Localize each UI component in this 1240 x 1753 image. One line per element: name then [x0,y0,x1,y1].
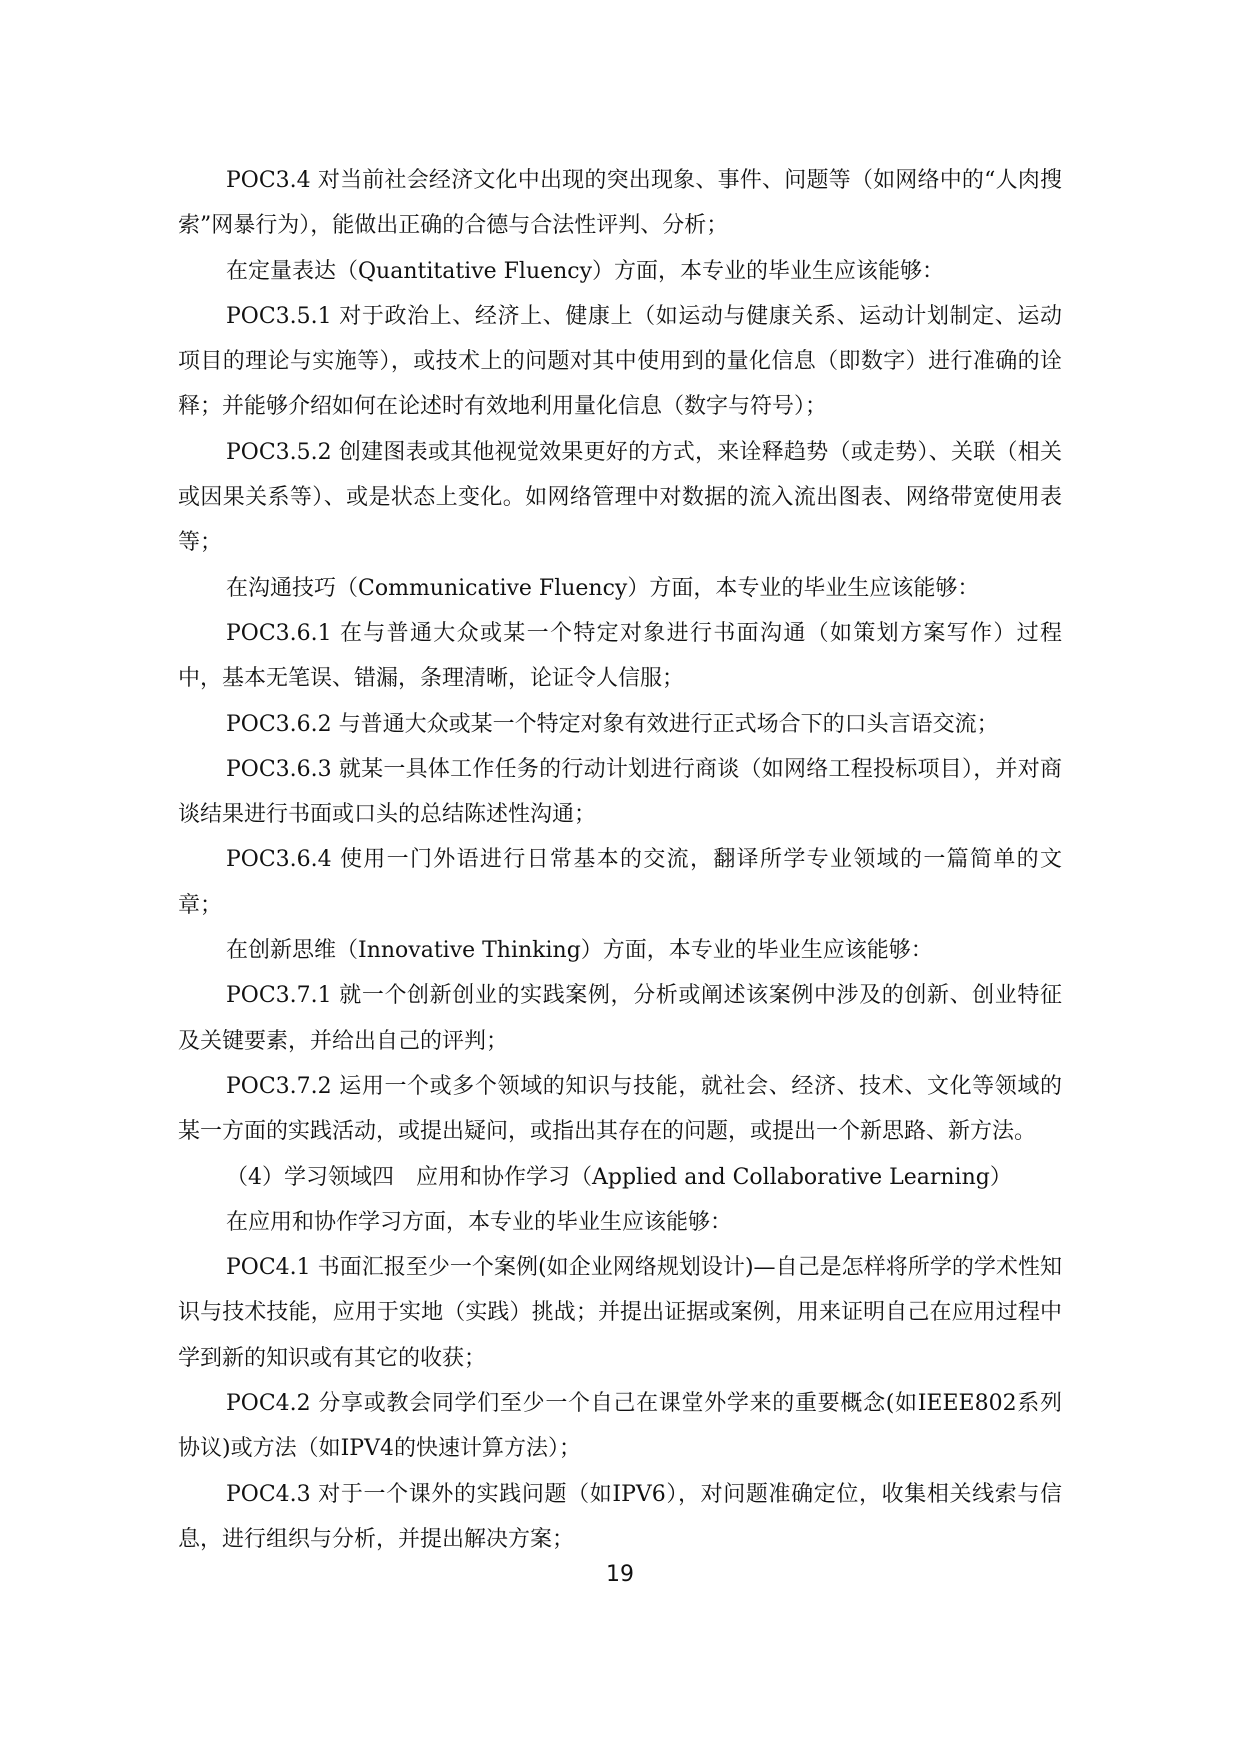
page-number: 19 [606,1562,634,1587]
paragraph-poc4-1: POC4.1 书面汇报至少一个案例(如企业网络规划设计)—自己是怎样将所学的学术性知识与技术技能，应用于实地（实践）挑战；并提出证据或案例，用来证明自己在应用过程中学到新的知识或有其它的收获； [178,1255,1062,1371]
paragraph-poc3-6-1: POC3.6.1 在与普通大众或某一个特定对象进行书面沟通（如策划方案写作）过程中，基本无笔误、错漏，条理清晰，论证令人信服； [178,620,1062,692]
paragraph-communicative-fluency-intro: 在沟通技巧（Communicative Fluency）方面，本专业的毕业生应该能够： [226,575,980,601]
paragraph-applied-learning-intro: 在应用和协作学习方面，本专业的毕业生应该能够： [226,1209,733,1235]
paragraph-poc3-6-2: POC3.6.2 与普通大众或某一个特定对象有效进行正式场合下的口头言语交流； [226,711,999,737]
paragraph-poc4-3: POC4.3 对于一个课外的实践问题（如IPV6），对问题准确定位，收集相关线索与信息，进行组织与分析，并提出解决方案； [178,1481,1062,1552]
paragraph-poc3-6-4: POC3.6.4 使用一门外语进行日常基本的交流，翻译所学专业领域的一篇简单的文章； [178,847,1062,918]
section-heading-learning-domain-4: （4）学习领域四 应用和协作学习（Applied and Collaborative Learning） [226,1164,1012,1190]
paragraph-poc3-4: POC3.4 对当前社会经济文化中出现的突出现象、事件、问题等（如网络中的“人肉搜索”网暴行为），能做出正确的合德与合法性评判、分析； [178,168,1062,239]
paragraph-poc3-7-1: POC3.7.1 就一个创新创业的实践案例，分析或阐述该案例中涉及的创新、创业特征及关键要素，并给出自己的评判； [178,983,1062,1054]
paragraph-poc3-7-2: POC3.7.2 运用一个或多个领域的知识与技能，就社会、经济、技术、文化等领域的某一方面的实践活动，或提出疑问，或指出其存在的问题，或提出一个新思路、新方法。 [178,1073,1062,1145]
document-body [178,158,1062,1562]
paragraph-poc3-5-1: POC3.5.1 对于政治上、经济上、健康上（如运动与健康关系、运动计划制定、运动项目的理论与实施等），或技术上的问题对其中使用到的量化信息（即数字）进行准确的诠释；并能够介绍如何在论述时有效地利用量化信息（数字与符号）； [178,303,1062,420]
paragraph-innovative-thinking-intro: 在创新思维（Innovative Thinking）方面，本专业的毕业生应该能够： [226,938,933,964]
paragraph-poc3-5-2: POC3.5.2 创建图表或其他视觉效果更好的方式，来诠释趋势（或走势）、关联（相关或因果关系等）、或是状态上变化。如网络管理中对数据的流入流出图表、网络带宽使用表等； [178,439,1062,556]
paragraph-quantitative-fluency-intro: 在定量表达（Quantitative Fluency）方面，本专业的毕业生应该能够： [226,258,945,284]
paragraph-poc4-2: POC4.2 分享或教会同学们至少一个自己在课堂外学来的重要概念(如IEEE802系列协议)或方法（如IPV4的快速计算方法）； [178,1391,1062,1462]
paragraph-poc3-6-3: POC3.6.3 就某一具体工作任务的行动计划进行商谈（如网络工程投标项目），并对商谈结果进行书面或口头的总结陈述性沟通； [178,756,1062,828]
